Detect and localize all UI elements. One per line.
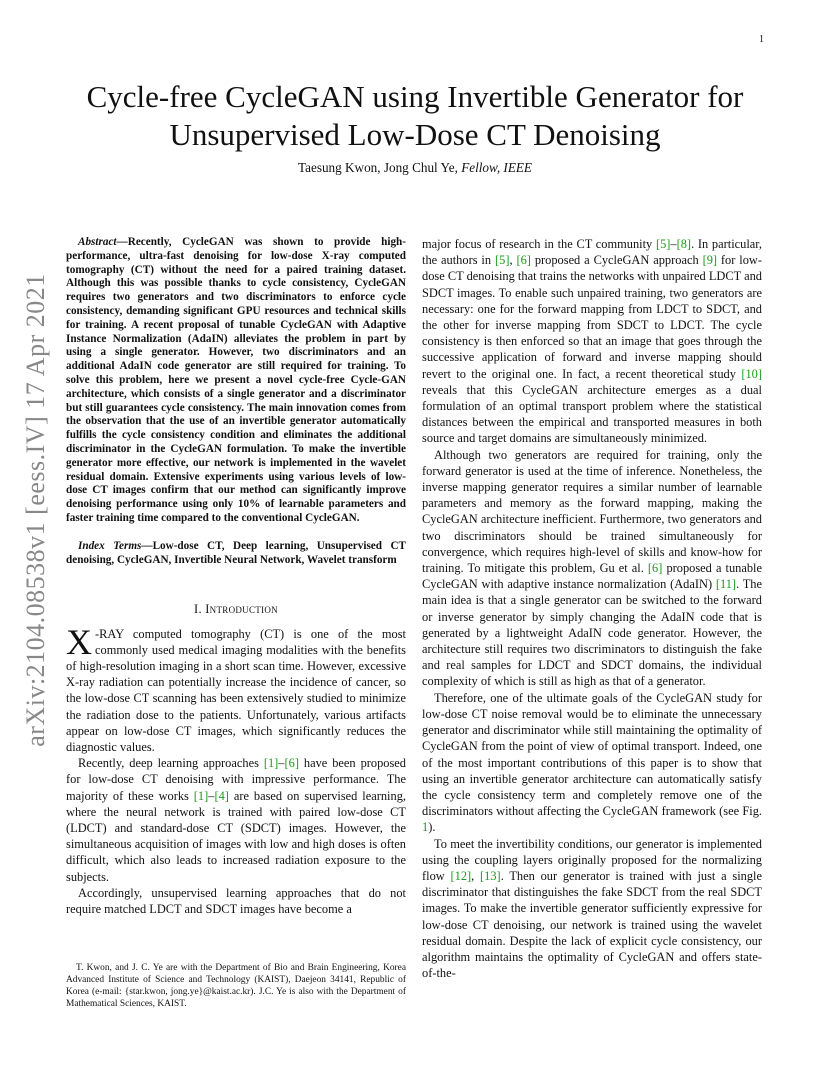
paragraph-text: , xyxy=(471,868,481,883)
right-column xyxy=(422,236,762,981)
paragraph-text: – xyxy=(208,788,215,803)
citation-link[interactable]: [4] xyxy=(214,788,229,803)
author-names: Taesung Kwon, Jong Chul Ye, xyxy=(297,160,462,175)
intro-p1-text: -RAY computed tomography (CT) is one of the most commonly used medical imaging modalities with the benefits of high-resolution imaging in a short scan time. However, excessive X-ray radiation can potentially increase the incidence of cancer, so the low-dose CT scanning has been extensively studied to minimize the radiation dose to the patients. Unfortunately, various artifacts appear on low-dose CT images, which significantly reduces the diagnostic values. xyxy=(66,626,406,754)
abstract xyxy=(66,236,406,526)
paragraph-text: . Then our generator is trained with just a single discriminator that distinguishes the fake SDCT from the real SDCT images. To make the invertible generator sufficiently expressive for low-dose CT denoising, our network is trained using the wavelet residual domain. Despite the lack of explicit cycle consistency, our algorithm maintains the optimality of CycleGAN and offers state-of-the- xyxy=(422,868,762,981)
index-terms-text: —Low-dose CT, Deep learning, Unsupervised CT denoising, CycleGAN, Invertible Neural Network, Wavelet transform xyxy=(66,539,406,566)
paragraph-text: To meet the invertibility conditions, our generator is implemented using the coupling layers originally proposed for the normalizing flow xyxy=(422,836,762,883)
paragraph-text: , xyxy=(509,253,517,268)
citation-link[interactable]: [5] xyxy=(495,253,510,268)
left-column xyxy=(66,236,406,917)
section-title: Introduction xyxy=(205,602,278,617)
intro-paragraph-1 xyxy=(66,621,406,756)
citation-link[interactable]: [13] xyxy=(480,868,501,883)
paragraph-text: have been proposed for low-dose CT denoising with impressive performance. The majority of these works xyxy=(66,756,407,803)
right-paragraph-1 xyxy=(422,236,762,447)
drop-cap: X xyxy=(66,621,92,662)
footnote xyxy=(66,962,406,1010)
citation-link[interactable]: [8] xyxy=(676,237,692,251)
citation-link[interactable]: [12] xyxy=(450,868,472,883)
citation-link[interactable]: [11] xyxy=(715,577,737,592)
index-terms-label: Index Terms xyxy=(78,539,142,552)
paper-title: Cycle-free CycleGAN using Invertible Generator for Unsupervised Low-Dose CT Denoising xyxy=(86,79,744,152)
paragraph-text: proposed a CycleGAN approach xyxy=(530,253,703,268)
right-paragraph-4 xyxy=(422,836,762,982)
paragraph-text: Although two generators are required for training, only the forward generator is used at the time of inference. Nonetheless, the inverse mapping generator requires a similar number of learnable parameters and memory as the forward mapping, making the CycleGAN architecture inefficient. Furthermore, two generators and two discriminators should be trained simultaneously for convergence, which requires high-level of skills and know-how for training. To mitigate this problem, Gu et al. xyxy=(422,447,762,576)
paragraph-text: . In particular, the authors in xyxy=(422,237,763,268)
right-paragraph-3 xyxy=(422,690,762,836)
paragraph-text: proposed a tunable CycleGAN with adaptive instance normalization (AdaIN) xyxy=(422,561,762,592)
paragraph-text: ). xyxy=(428,820,436,835)
citation-link[interactable]: 1 xyxy=(422,820,429,835)
section-heading xyxy=(66,601,406,617)
abstract-label: Abstract xyxy=(78,236,117,248)
section-number: I. xyxy=(194,602,206,617)
citation-link[interactable]: [5] xyxy=(655,237,671,251)
right-paragraph-2 xyxy=(422,447,762,690)
paragraph-text: major focus of research in the CT community xyxy=(422,237,656,251)
arxiv-id: arXiv:2104.08538v1 [eess.IV] 17 Apr 2021 xyxy=(21,273,50,747)
citation-link[interactable]: [6] xyxy=(516,253,531,268)
paragraph-text: . The main idea is that a single generator can be switched to the forward or inverse generator by simply changing the AdaIN code that is generated by a lightweight AdaIN code generator. However, the architecture still requires two discriminators to distinguish the fake and real samples for LDCT and SDCT domains, the individual complexity of which is still as high as that of a generator. xyxy=(422,577,762,689)
intro-paragraph-3: Accordingly, unsupervised learning approaches that do not require matched LDCT and SDCT images have become a xyxy=(66,885,406,916)
author-line xyxy=(60,160,770,176)
citation-link[interactable]: [6] xyxy=(647,561,663,576)
citation-link[interactable]: [6] xyxy=(284,756,299,771)
citation-link[interactable]: [9] xyxy=(702,253,718,268)
paragraph-text: are based on supervised learning, where the neural network is trained with paired low-dose CT (LDCT) and standard-dose CT (SDCT) images. However, the simultaneous acquisition of images with low and high doses is often difficult, which also leads to increased radiation exposure to the subjects. xyxy=(66,788,406,884)
index-terms xyxy=(66,540,406,568)
footnote-text: T. Kwon, and J. C. Ye are with the Department of Bio and Brain Engineering, Korea Advanced Institute of Science and Technology (KAIST), Daejeon 34141, Republic of Korea (e-mail: {star.kwon, jong.ye}@kaist.ac.kr). J.C. Ye is also with the Department of Mathematical Sciences, KAIST. xyxy=(66,963,406,1009)
citation-link[interactable]: [10] xyxy=(741,366,762,381)
paragraph-text: – xyxy=(278,756,285,771)
arxiv-sidebar xyxy=(21,273,50,747)
paragraph-text: reveals that this CycleGAN architecture emerges as a dual formulation of an optimal transport problem where the statistical distances between the empirical and transported measures in both source and target domains are simultaneously minimized. xyxy=(422,382,762,446)
abstract-text: —Recently, CycleGAN was shown to provide high-performance, ultra-fast denoising for low-dose X-ray computed tomography (CT) without the need for a paired training dataset. Although this was possible thanks to cycle consistency, CycleGAN requires two generators and two discriminators to enforce cycle consistency, demanding significant GPU resources and technical skills for training. A recent proposal of tunable CycleGAN with Adaptive Instance Normalization (AdaIN) alleviates the problem in part by using a single generator. However, two discriminators and an additional AdaIN code generator are still required for training. To solve this problem, here we present a novel cycle-free Cycle-GAN architecture, which consists of a single generator and a discriminator but still guarantees cycle consistency. The main innovation comes from the observation that the use of an invertible generator automatically fulfills the cycle consistency condition and eliminates the additional discriminator in the CycleGAN formulation. To make the invertible generator more effective, our network is implemented in the wavelet residual domain. Extensive experiments using various levels of low-dose CT images confirm that our method can significantly improve denoising performance using only 10% of learnable parameters and faster training time compared to the conventional CycleGAN. xyxy=(66,236,406,524)
paragraph-text: Therefore, one of the ultimate goals of the CycleGAN study for low-dose CT noise removal would be to eliminate the unnecessary generator and discriminator while still maintaining the optimality of CycleGAN from the point of view of optimal transport. Indeed, one of the most important contributions of this paper is to show that using an invertible generator architecture can automatically satisfy the cycle consistency term and completely remove one of the discriminators without affecting the CycleGAN framework (see Fig. xyxy=(422,690,762,819)
paragraph-text: – xyxy=(670,237,677,251)
author-fellow: Fellow, IEEE xyxy=(461,160,532,175)
citation-link[interactable]: [1] xyxy=(193,788,209,803)
intro-paragraph-2 xyxy=(66,755,406,885)
page-number: 1 xyxy=(759,34,764,45)
paragraph-text: Recently, deep learning approaches xyxy=(78,756,264,771)
citation-link[interactable]: [1] xyxy=(263,756,279,771)
paragraph-text: for low-dose CT denoising that trains the networks with unpaired LDCT and SDCT images. To enable such unpaired training, two generators are necessary: one for the forward mapping from LDCT to SDCT, and the other for inverse mapping from SDCT to LDCT. The cycle consistency is then enforced so that an image that goes through the successive application of forward and inverse mapping should revert to the original one. In fact, a recent theoretical study xyxy=(422,253,762,381)
